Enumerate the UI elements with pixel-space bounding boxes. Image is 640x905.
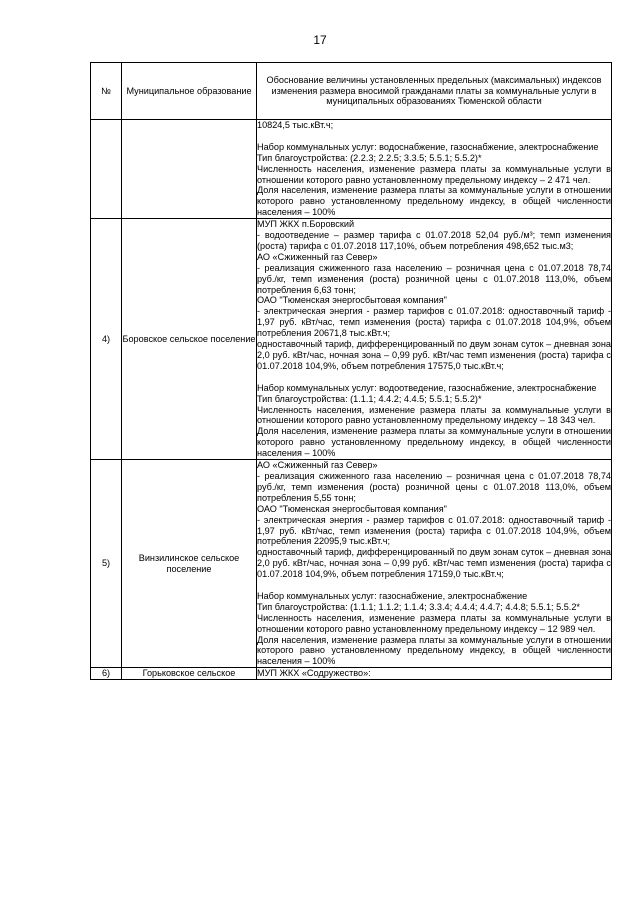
table-row	[91, 120, 612, 219]
text-line: Тип благоустройства: (2.2.3; 2.2.5; 3.3.5; 5.5.1; 5.5.2)*	[257, 152, 482, 163]
row-justification	[257, 668, 612, 680]
text-line: одноставочный тариф, дифференцированный по двум зонам суток – дневная зона 2,0 руб. кВт/час, ночная зона – 0,99 руб. кВт/час темп изменения (роста) тарифа с 01.07.2018 104,9%, объем потребления 17575,0 тыс.кВт.ч;	[257, 339, 611, 371]
text-line: Тип благоустройства: (1.1.1; 1.1.2; 1.1.4; 3.3.4; 4.4.4; 4.4.7; 4.4.8; 5.5.1; 5.5.2*	[257, 601, 580, 612]
text-line: одноставочный тариф, дифференцированный по двум зонам суток – дневная зона 2,0 руб. кВт/час, ночная зона – 0,99 руб. кВт/час темп изменения (роста) тарифа с 01.07.2018 104,9%, объем потребления 17159,0 тыс.кВт.ч;	[257, 547, 611, 580]
text-line: Численность населения, изменение размера платы за коммунальные услуги в отношении которого равно установленному предельному индексу – 2 471 чел.	[257, 163, 611, 185]
text-line: Набор коммунальных услуг: водоснабжение, газоснабжение, электроснабжение	[257, 141, 599, 152]
blank-line	[257, 131, 611, 142]
row-number: 6)	[91, 668, 122, 680]
text-line: Доля населения, изменение размера платы за коммунальные услуги в отношении которого равно установленному предельному индексу, в общей численности населения – 100%	[257, 634, 611, 667]
row-municipality: Горьковское сельское	[122, 668, 257, 680]
text-line: Набор коммунальных услуг: газоснабжение, электроснабжение	[257, 590, 528, 601]
header-municipality: Муниципальное образование	[122, 63, 257, 120]
table-row	[91, 219, 612, 460]
page-number: 17	[313, 33, 327, 47]
row-municipality	[122, 120, 257, 219]
table-row	[91, 668, 612, 680]
text-line: 10824,5 тыс.кВт.ч;	[257, 120, 334, 130]
row-number: 5)	[91, 460, 122, 668]
text-line: ОАО "Тюменская энергосбытовая компания"	[257, 295, 447, 306]
row-number	[91, 120, 122, 219]
text-line: МУП ЖКХ п.Боровский	[257, 219, 355, 230]
text-line: - реализация сжиженного газа населению – розничная цена с 01.07.2018 78,74 руб./кг, темп изменения (роста) розничной цены с 01.07.2018 113,0%, объем потребления 5,55 тонн;	[257, 470, 611, 503]
table-header-row	[91, 63, 612, 120]
table-row	[91, 460, 612, 668]
text-line: Доля населения, изменение размера платы за коммунальные услуги в отношении которого равно установленному предельному индексу, в общей численности населения – 100%	[257, 426, 611, 459]
text-line: Численность населения, изменение размера платы за коммунальные услуги в отношении которого равно установленному предельному индексу – 18 343 чел.	[257, 404, 611, 426]
text-line: МУП ЖКХ «Содружество»:	[257, 668, 371, 679]
header-number: №	[91, 63, 122, 120]
header-justification: Обоснование величины установленных предельных (максимальных) индексов изменения размера вносимой гражданами платы за коммунальные услуги в муниципальных образованиях Тюменской области	[257, 63, 612, 120]
text-line: - электрическая энергия - размер тарифов с 01.07.2018: одноставочный тариф - 1,97 руб. кВт/час, темп изменения (роста) тарифа с 01.07.2018 104,9%, объем потребления 20671,8 тыс.кВт.ч;	[257, 306, 611, 339]
text-line: - реализация сжиженного газа населению – розничная цена с 01.07.2018 78,74 руб./кг, темп изменения (роста) розничной цены с 01.07.2018 113,0%, объем потребления 6,63 тонн;	[257, 262, 611, 295]
text-line: Тип благоустройства: (1.1.1; 4.4.2; 4.4.5; 5.5.1; 5.5.2)*	[257, 393, 482, 404]
row-justification	[257, 219, 612, 460]
text-line: ОАО "Тюменская энергосбытовая компания"	[257, 503, 447, 514]
row-municipality: Боровское сельское поселение	[122, 219, 257, 460]
text-line: АО «Сжиженный газ Север»	[257, 460, 378, 471]
row-number: 4)	[91, 219, 122, 460]
row-justification	[257, 120, 612, 219]
text-line: Доля населения, изменение размера платы за коммунальные услуги в отношении которого равно установленному предельному индексу, в общей численности населения – 100%	[257, 185, 611, 218]
row-municipality: Винзилинское сельское поселение	[122, 460, 257, 668]
row-justification	[257, 460, 612, 668]
blank-line	[257, 372, 611, 383]
text-line: - водоотведение – размер тарифа с 01.07.2018 52,04 руб./м³; темп изменения (роста) тарифа с 01.07.2018 117,10%, объем потребления 498,652 тыс.м3;	[257, 230, 611, 251]
text-line: Набор коммунальных услуг: водоотведение, газоснабжение, электроснабжение	[257, 382, 597, 393]
tariff-justification-table	[90, 62, 612, 680]
blank-line	[257, 580, 611, 591]
text-line: - электрическая энергия - размер тарифов с 01.07.2018: одноставочный тариф - 1,97 руб. кВт/час, темп изменения (роста) тарифа с 01.07.2018 104,9%, объем потребления 22095,9 тыс.кВт.ч;	[257, 514, 611, 547]
text-line: АО «Сжиженный газ Север»	[257, 251, 378, 262]
text-line: Численность населения, изменение размера платы за коммунальные услуги в отношении которого равно установленному предельному индексу – 12 989 чел.	[257, 612, 611, 634]
